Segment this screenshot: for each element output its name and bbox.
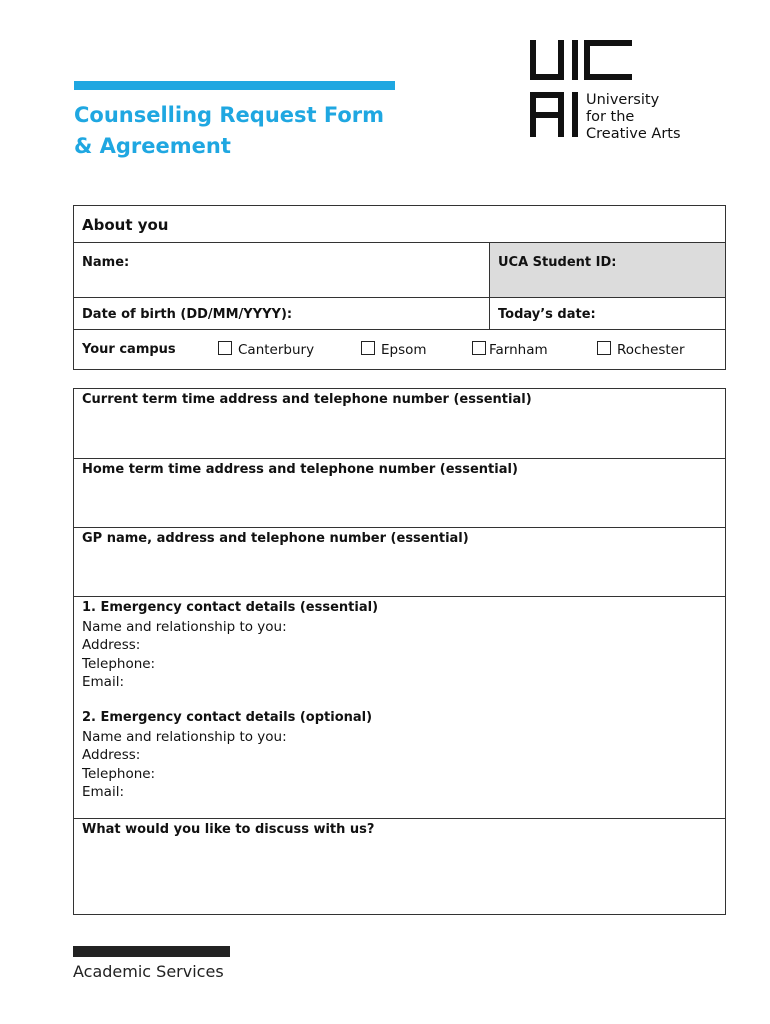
- emergency-contact-2-email: Email:: [82, 784, 125, 800]
- campus-row: [74, 330, 725, 369]
- home-address-field[interactable]: [74, 459, 725, 528]
- emergency-contact-2-heading: 2. Emergency contact details (optional): [82, 710, 373, 725]
- details-table: [73, 388, 726, 915]
- emergency-contact-2-address: Address:: [82, 747, 141, 763]
- campus-option-farnham[interactable]: [472, 341, 548, 358]
- date-row: [74, 298, 725, 330]
- todays-date-field[interactable]: [490, 298, 725, 329]
- dob-label: Date of birth (DD/MM/YYYY):: [82, 307, 293, 322]
- page-title: [74, 100, 384, 162]
- emergency-contact-1-heading: 1. Emergency contact details (essential): [82, 600, 379, 615]
- checkbox-icon[interactable]: [361, 341, 375, 355]
- emergency-contact-2-name: Name and relationship to you:: [82, 728, 287, 745]
- logo-line-1: University: [586, 92, 660, 108]
- dob-field[interactable]: [74, 298, 490, 329]
- campus-option-canterbury[interactable]: [218, 341, 314, 358]
- campus-name: Epsom: [381, 342, 427, 358]
- logo-line-2: for the: [586, 109, 635, 125]
- emergency-contact-1-address: Address:: [82, 637, 141, 653]
- emergency-contact-2-telephone: Telephone:: [82, 765, 156, 782]
- term-address-label: Current term time address and telephone number (essential): [82, 392, 532, 407]
- student-id-label: UCA Student ID:: [498, 255, 617, 270]
- name-field[interactable]: [74, 243, 490, 297]
- todays-date-label: Today’s date:: [498, 307, 596, 322]
- student-id-field[interactable]: [490, 243, 725, 297]
- discuss-field[interactable]: [74, 819, 725, 914]
- title-line-1: Counselling Request Form: [74, 103, 385, 127]
- campus-option-epsom[interactable]: [361, 341, 427, 358]
- emergency-contact-1-name: Name and relationship to you:: [82, 618, 287, 635]
- campus-name: Rochester: [617, 342, 685, 358]
- about-you-table: [73, 205, 726, 370]
- campus-name: Farnham: [489, 342, 548, 358]
- checkbox-icon[interactable]: [472, 341, 486, 355]
- uca-logo-text: [586, 92, 681, 143]
- title-accent-bar: [74, 81, 395, 90]
- emergency-contact-2: [82, 709, 372, 802]
- emergency-contacts-field[interactable]: [74, 597, 725, 819]
- emergency-contact-1: [82, 599, 378, 692]
- about-you-heading-row: [74, 206, 725, 243]
- checkbox-icon[interactable]: [597, 341, 611, 355]
- footer-bar: [73, 946, 230, 957]
- campus-option-rochester[interactable]: [597, 341, 685, 358]
- campus-label: Your campus: [82, 342, 176, 357]
- emergency-contact-1-email: Email:: [82, 674, 125, 690]
- emergency-contact-1-telephone: Telephone:: [82, 655, 156, 672]
- about-you-heading: About you: [82, 216, 169, 234]
- discuss-label: What would you like to discuss with us?: [82, 822, 375, 837]
- title-line-2: & Agreement: [74, 134, 231, 158]
- logo-line-3: Creative Arts: [586, 126, 681, 142]
- gp-details-label: GP name, address and telephone number (essential): [82, 531, 469, 546]
- checkbox-icon[interactable]: [218, 341, 232, 355]
- campus-name: Canterbury: [238, 342, 315, 358]
- home-address-label: Home term time address and telephone number (essential): [82, 462, 518, 477]
- name-label: Name:: [82, 255, 130, 270]
- gp-details-field[interactable]: [74, 528, 725, 597]
- footer-text: Academic Services: [73, 962, 224, 981]
- term-address-field[interactable]: [74, 389, 725, 459]
- name-row: [74, 243, 725, 298]
